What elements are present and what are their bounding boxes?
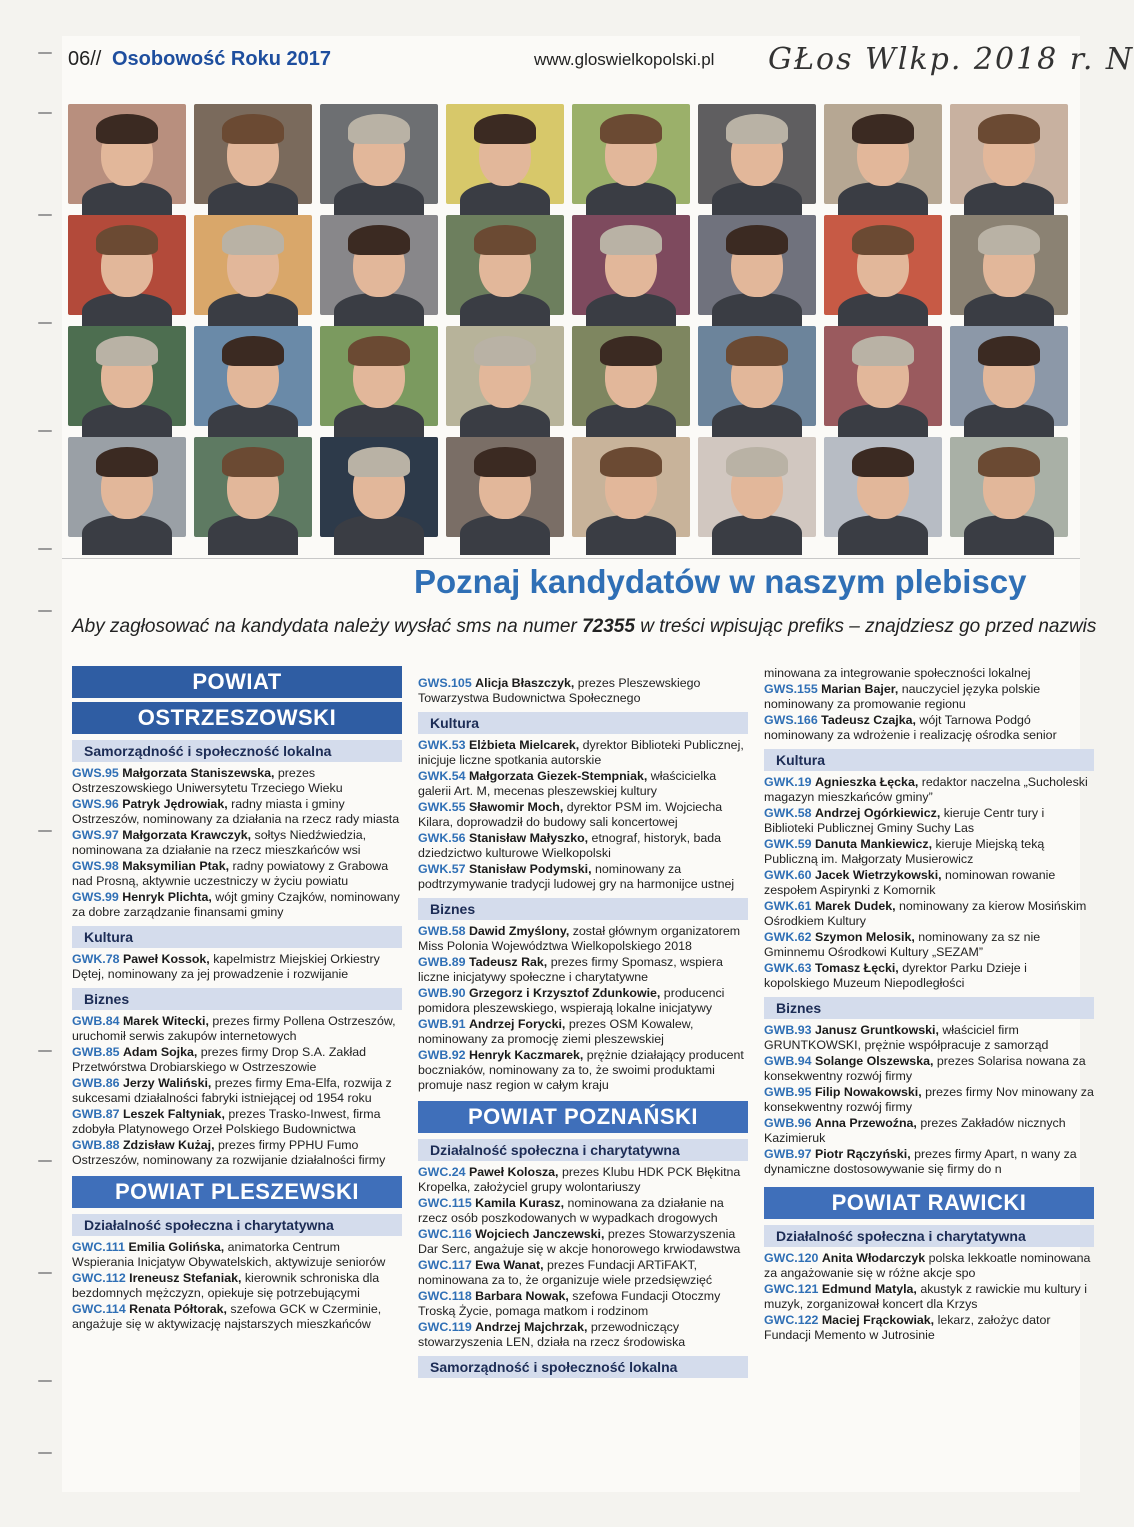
page-number: 06//: [68, 48, 102, 70]
candidate-entry: [764, 899, 1094, 929]
divider: [62, 558, 1080, 559]
candidate-desc: prezes Solarisa nowana za konsekwentny rozwój firmy: [764, 1054, 1086, 1083]
candidate-entry: [418, 862, 748, 892]
candidate-desc: szefowa GCK w Czerminie, angażuje się w aktywizację najstarszych mieszkańców: [72, 1302, 382, 1331]
candidate-photo: [68, 326, 186, 426]
candidate-entry: [72, 766, 402, 796]
candidate-photo: [446, 104, 564, 204]
candidate-name: Małgorzata Giezek-Stempniak,: [468, 769, 648, 783]
candidate-name: Leszek Faltyniak,: [122, 1107, 225, 1121]
newspaper-page: [62, 36, 1134, 1492]
candidate-code: GWC.118: [418, 1289, 472, 1303]
candidate-code: GWS.98: [72, 859, 119, 873]
candidate-entry: [764, 1147, 1094, 1177]
candidate-entry: [72, 890, 402, 920]
candidate-code: GWB.84: [72, 1014, 120, 1028]
candidate-code: GWB.96: [764, 1116, 812, 1130]
candidate-name: Janusz Gruntkowski,: [814, 1023, 939, 1037]
candidate-entry: [418, 1196, 748, 1226]
candidate-code: GWS.96: [72, 797, 119, 811]
candidate-desc: prezes Klubu HDK PCK Błękitna Kropelka, założyciel grupy wolontariuszy: [418, 1165, 741, 1194]
candidate-name: Henryk Kaczmarek,: [468, 1048, 584, 1062]
column-2: [418, 676, 748, 1382]
candidate-name: Anna Przewoźna,: [814, 1116, 917, 1130]
candidate-name: Paweł Kossok,: [122, 952, 210, 966]
candidate-desc: prezes firmy Spomasz, wspiera liczne inicjatywy społeczne i charytatywne: [418, 955, 723, 984]
candidate-code: GWB.90: [418, 986, 466, 1000]
candidate-entry: [72, 1240, 402, 1270]
candidate-name: Piotr Rączyński,: [814, 1147, 911, 1161]
candidate-name: Zdzisław Kużaj,: [122, 1138, 215, 1152]
candidate-desc: kierownik schroniska dla bezdomnych mężczyzn, opiekuje się potrzebującymi: [72, 1271, 380, 1300]
candidate-entry: [72, 828, 402, 858]
candidate-desc: animatorka Centrum Wspierania Inicjatyw Obywatelskich, aktywizuje seniorów: [72, 1240, 386, 1269]
candidate-desc: prężnie działający producent boczniaków, nominowany za to, że swoimi produktami promuje nasz region w całym kraju: [418, 1048, 744, 1092]
candidate-photo: [194, 326, 312, 426]
candidate-desc: nominowany za kierow Mosińskim Ośrodkiem Kultury: [764, 899, 1087, 928]
candidate-desc: kieruje Centr tury i Biblioteki Publicznej Gminy Suchy Las: [764, 806, 1045, 835]
candidate-desc: właściciel firm GRUNTKOWSKI, prężnie współpracuje z samorząd: [764, 1023, 1049, 1052]
sms-number: 72355: [582, 616, 635, 637]
candidate-photo: [572, 326, 690, 426]
candidate-code: GWB.87: [72, 1107, 120, 1121]
candidate-name: Jerzy Waliński,: [122, 1076, 212, 1090]
category-header: Kultura: [764, 749, 1094, 771]
candidate-name: Sławomir Moch,: [468, 800, 564, 814]
candidate-name: Paweł Kolosza,: [468, 1165, 559, 1179]
category-header: Biznes: [764, 997, 1094, 1019]
candidate-name: Maciej Frąckowiak,: [821, 1313, 935, 1327]
candidate-name: Alicja Błaszczyk,: [475, 676, 575, 690]
candidate-photo: [68, 437, 186, 537]
column-1: [72, 662, 402, 1333]
candidate-name: Ewa Wanat,: [475, 1258, 544, 1272]
candidate-entry: [418, 831, 748, 861]
candidate-code: GWC.115: [418, 1196, 472, 1210]
candidate-entry: [764, 775, 1094, 805]
candidate-code: GWC.121: [764, 1282, 819, 1296]
candidate-entry: [764, 1023, 1094, 1053]
candidate-name: Renata Półtorak,: [129, 1302, 227, 1316]
candidate-code: GWB.97: [764, 1147, 812, 1161]
candidate-entry: [72, 952, 402, 982]
candidate-code: GWC.117: [418, 1258, 472, 1272]
candidate-desc: prezes firmy PPHU Fumo Ostrzeszów, nominowany za rozwijanie działalności firmy: [72, 1138, 386, 1167]
candidate-desc: prezes firmy Pollena Ostrzeszów, uruchomił serwis zakupów internetowych: [72, 1014, 396, 1043]
candidate-desc: właścicielka galerii Art. M, mecenas pleszewskiej kultury: [418, 769, 717, 798]
candidate-name: Marian Bajer,: [821, 682, 899, 696]
website-url: www.gloswielkopolski.pl: [534, 50, 715, 69]
candidate-photo: [950, 215, 1068, 315]
candidate-code: GWB.85: [72, 1045, 120, 1059]
candidate-photo: [698, 215, 816, 315]
candidate-name: Stanisław Małyszko,: [468, 831, 589, 845]
powiat-banner: POWIAT: [72, 666, 402, 698]
candidate-name: Marek Dudek,: [814, 899, 896, 913]
category-header: Biznes: [418, 898, 748, 920]
candidate-code: GWB.88: [72, 1138, 120, 1152]
candidate-photo: [572, 215, 690, 315]
candidate-desc: prezes firmy Nov minowany za konsekwentny rozwój firmy: [764, 1085, 1094, 1114]
category-header: Działalność społeczna i charytatywna: [72, 1214, 402, 1236]
candidate-name: Tadeusz Rak,: [468, 955, 548, 969]
column-3: [764, 666, 1094, 1344]
powiat-banner: OSTRZESZOWSKI: [72, 702, 402, 734]
candidate-entry: [72, 1302, 402, 1332]
candidate-desc: prezes firmy Ema-Elfa, rozwija z sukcesami działalności fabryki istniejącej od 1954 roku: [72, 1076, 392, 1105]
candidate-code: GWS.95: [72, 766, 119, 780]
candidate-desc: polska lekkoatle nominowana za angażowanie się w różne akcje spo: [764, 1251, 1091, 1280]
category-header: Biznes: [72, 988, 402, 1010]
candidate-desc: prezes OSM Kowalew, nominowany za promocję ziemi pleszewskiej: [418, 1017, 694, 1046]
candidate-code: GWC.114: [72, 1302, 126, 1316]
candidate-entry: [418, 955, 748, 985]
candidate-desc: prezes Pleszewskiego Towarzystwa Budownictwa Społecznego: [418, 676, 701, 705]
handwritten-note: GŁos Wlkp. 2018 r. N: [768, 42, 1134, 77]
candidate-code: GWB.91: [418, 1017, 466, 1031]
candidate-entry: [418, 738, 748, 768]
candidate-desc: przewodniczący stowarzyszenia LEN, działa na rzecz środowiska: [418, 1320, 686, 1349]
category-header: Działalność społeczna i charytatywna: [764, 1225, 1094, 1247]
candidate-name: Maksymilian Ptak,: [122, 859, 230, 873]
candidate-entry: [72, 1138, 402, 1168]
candidate-entry: [764, 1282, 1094, 1312]
candidate-name: Anita Włodarczyk: [821, 1251, 926, 1265]
candidate-entry: [764, 1054, 1094, 1084]
candidate-photo: [824, 437, 942, 537]
voting-instruction: Aby zagłosować na kandydata należy wysłać sms na numer 72355 w treści wpisując prefiks – znajdziesz go przed nazwis: [72, 616, 1097, 637]
candidate-photo: [950, 104, 1068, 204]
candidate-photo: [194, 104, 312, 204]
candidate-entry: [72, 797, 402, 827]
candidate-code: GWK.61: [764, 899, 812, 913]
candidate-entry: [418, 986, 748, 1016]
candidate-entry: [418, 1320, 748, 1350]
candidate-code: GWK.53: [418, 738, 466, 752]
candidate-photo: [572, 104, 690, 204]
candidate-code: GWC.112: [72, 1271, 126, 1285]
candidate-desc: nominowany za podtrzymywanie tradycji ludowej gry na harmonijce ustnej: [418, 862, 735, 891]
candidate-photo: [698, 326, 816, 426]
candidate-code: GWC.122: [764, 1313, 819, 1327]
candidate-entry: [418, 1258, 748, 1288]
candidate-code: GWK.78: [72, 952, 120, 966]
candidate-desc: radny powiatowy z Grabowa nad Prosną, aktywnie uczestniczy w życiu powiatu: [72, 859, 389, 888]
candidate-photo: [194, 437, 312, 537]
candidate-code: GWS.105: [418, 676, 472, 690]
candidate-name: Małgorzata Krawczyk,: [122, 828, 252, 842]
candidate-entry: [764, 1313, 1094, 1343]
candidate-code: GWC.119: [418, 1320, 472, 1334]
candidate-photo: [824, 326, 942, 426]
candidate-code: GWB.89: [418, 955, 466, 969]
candidate-code: GWS.155: [764, 682, 818, 696]
candidate-desc: nauczyciel języka polskie nominowany za promowanie regionu: [764, 682, 1041, 711]
candidate-name: Barbara Nowak,: [475, 1289, 569, 1303]
candidate-name: Andrzej Forycki,: [468, 1017, 566, 1031]
section-title: Osobowość Roku 2017: [112, 48, 331, 70]
candidate-code: GWC.111: [72, 1240, 126, 1254]
candidate-desc: dyrektor Biblioteki Publicznej, inicjuje liczne spotkania autorskie: [418, 738, 744, 767]
candidate-entry: [72, 1045, 402, 1075]
candidate-entry: [72, 1271, 402, 1301]
candidate-name: Agnieszka Łęcka,: [814, 775, 919, 789]
candidate-name: Andrzej Majchrzak,: [475, 1320, 588, 1334]
candidate-code: GWK.56: [418, 831, 466, 845]
candidate-entry: [72, 859, 402, 889]
candidate-desc: szefowa Fundacji Otoczmy Troską Życie, pomaga matkom i rodzinom: [418, 1289, 721, 1318]
powiat-banner: POWIAT RAWICKI: [764, 1187, 1094, 1219]
candidate-photo: [824, 215, 942, 315]
candidate-photo: [68, 104, 186, 204]
candidate-photo: [320, 326, 438, 426]
candidate-photo: [320, 104, 438, 204]
candidate-desc: nominowan rowanie zespołem Aspirynki z Komornik: [764, 868, 1056, 897]
candidate-code: GWC.120: [764, 1251, 819, 1265]
candidate-photo: [194, 215, 312, 315]
candidate-desc: prezes firmy Drop S.A. Zakład Przetwórstwa Drobiarskiego w Ostrzeszowie: [72, 1045, 367, 1074]
candidate-name: Henryk Plichta,: [122, 890, 212, 904]
candidate-code: GWS.99: [72, 890, 119, 904]
candidate-desc: dyrektor Parku Dzieje i kopolskiego Muzeum Niepodległości: [764, 961, 1027, 990]
candidate-photo: [446, 326, 564, 426]
candidate-photo: [698, 104, 816, 204]
candidate-photo: [698, 437, 816, 537]
candidate-desc: sołtys Niedźwiedzia, nominowana za działanie na rzecz mieszkańców wsi: [72, 828, 367, 857]
candidate-photo: [950, 326, 1068, 426]
candidate-desc: został głównym organizatorem Miss Polonia Województwa Wielkopolskiego 2018: [418, 924, 741, 953]
category-header: Samorządność i społeczność lokalna: [72, 740, 402, 762]
candidate-name: Kamila Kurasz,: [475, 1196, 565, 1210]
candidate-entry: [72, 1076, 402, 1106]
candidate-desc: prezes Trasko-Inwest, firma zdobyła Platynowego Orzeł Polskiego Budownictwa: [72, 1107, 381, 1136]
candidate-name: Szymon Melosik,: [814, 930, 915, 944]
candidate-code: GWK.59: [764, 837, 812, 851]
category-header: Działalność społeczna i charytatywna: [418, 1139, 748, 1161]
candidate-desc: akustyk z rawickie mu kultury i muzyk, zorganizował koncert dla Krzys: [764, 1282, 1087, 1311]
candidate-entry: [418, 800, 748, 830]
candidate-entry: [764, 682, 1094, 712]
candidate-desc: producenci pomidora pleszewskiego, wspierają lokalne inicjatywy: [418, 986, 725, 1015]
candidate-entry: [764, 1116, 1094, 1146]
candidate-entry: [72, 1107, 402, 1137]
candidate-entry: [764, 806, 1094, 836]
candidate-photo: [446, 437, 564, 537]
candidate-entry: [764, 1085, 1094, 1115]
candidate-name: Marek Witecki,: [122, 1014, 209, 1028]
candidate-entry: [764, 713, 1094, 743]
candidate-name: Elżbieta Mielcarek,: [468, 738, 580, 752]
candidate-code: GWK.63: [764, 961, 812, 975]
category-header: Samorządność i społeczność lokalna: [418, 1356, 748, 1378]
candidate-name: Grzegorz i Krzysztof Zdunkowie,: [468, 986, 661, 1000]
candidate-name: Andrzej Ogórkiewicz,: [814, 806, 941, 820]
candidate-name: Solange Olszewska,: [814, 1054, 934, 1068]
candidate-entry: [418, 1227, 748, 1257]
candidate-photo: [446, 215, 564, 315]
page-header: [68, 42, 1134, 77]
candidate-code: GWK.54: [418, 769, 466, 783]
candidate-code: GWB.95: [764, 1085, 812, 1099]
candidate-entry: [418, 924, 748, 954]
candidate-desc: prezes Zakładów nicznych Kazimieruk: [764, 1116, 1066, 1145]
candidate-code: GWS.97: [72, 828, 119, 842]
candidate-entry: [418, 1289, 748, 1319]
candidate-name: Adam Sojka,: [122, 1045, 198, 1059]
candidate-entry: [418, 1048, 748, 1093]
candidate-code: GWK.55: [418, 800, 466, 814]
candidate-name: Tomasz Łęcki,: [814, 961, 899, 975]
candidate-desc: prezes Ostrzeszowskiego Uniwersytetu Trzeciego Wieku: [72, 766, 343, 795]
category-header: Kultura: [72, 926, 402, 948]
candidate-code: GWB.86: [72, 1076, 120, 1090]
candidate-desc: kieruje Miejską teką Publiczną im. Małgorzaty Musierowicz: [764, 837, 1045, 866]
candidate-photo: [950, 437, 1068, 537]
candidate-photo: [68, 215, 186, 315]
candidate-desc: nominowany za sz nie Gminnemu Ośrodkowi Kultury „SEZAM”: [764, 930, 1041, 959]
candidate-entry: [764, 837, 1094, 867]
candidate-entry: [418, 769, 748, 799]
category-header: Kultura: [418, 712, 748, 734]
entry-continuation: minowana za integrowanie społeczności lokalnej: [764, 666, 1031, 680]
candidate-desc: etnograf, historyk, bada dziedzictwo kulturowe Wielkopolski: [418, 831, 722, 860]
candidate-name: Jacek Wietrzykowski,: [814, 868, 942, 882]
candidate-desc: dyrektor PSM im. Wojciecha Kilara, doprowadził do budowy sali koncertowej: [418, 800, 723, 829]
candidate-name: Wojciech Janczewski,: [475, 1227, 605, 1241]
candidate-name: Danuta Mankiewicz,: [814, 837, 933, 851]
candidate-name: Filip Nowakowski,: [814, 1085, 922, 1099]
candidate-desc: redaktor naczelna „Sucholeski magazyn mieszkańców gminy”: [764, 775, 1088, 804]
candidate-entry: [418, 676, 748, 706]
candidate-name: Patryk Jędrowiak,: [122, 797, 228, 811]
candidate-desc: prezes Stowarzyszenia Dar Serc, angażuje się w akcje honorowego krwiodawstwa: [418, 1227, 741, 1256]
candidate-code: GWB.93: [764, 1023, 812, 1037]
candidate-name: Emilia Golińska,: [128, 1240, 225, 1254]
candidate-code: GWK.62: [764, 930, 812, 944]
candidate-desc: lekarz, założyc dator Fundacji Memento w Jutrosinie: [764, 1313, 1051, 1342]
candidate-photo-grid: [68, 104, 1108, 544]
candidate-code: GWK.58: [764, 806, 812, 820]
candidate-entry: [764, 930, 1094, 960]
candidate-desc: nominowana za działanie na rzecz osób poszkodowanych w wypadkach drogowych: [418, 1196, 724, 1225]
candidate-desc: prezes Fundacji ARTiFAKT, nominowana za to, że organizuje wiele przedsięwzięć: [418, 1258, 713, 1287]
candidate-code: GWB.94: [764, 1054, 812, 1068]
candidate-name: Edmund Matyla,: [821, 1282, 917, 1296]
candidate-code: GWB.92: [418, 1048, 466, 1062]
candidate-desc: wójt Tarnowa Podgó nominowany za wdrożenie i realizację ośrodka senior: [764, 713, 1057, 742]
candidate-desc: kapelmistrz Miejskiej Orkiestry Dętej, nominowany za jej prowadzenie i rozwijanie: [72, 952, 380, 981]
candidate-code: GWK.57: [418, 862, 466, 876]
candidate-desc: radny miasta i gminy Ostrzeszów, nominowany za działania na rzecz rady miasta: [72, 797, 400, 826]
candidate-desc: wójt gminy Czajków, nominowany za dobre zarządzanie finansami gminy: [72, 890, 400, 919]
binder-holes: [0, 0, 60, 1527]
candidate-entry: [418, 1017, 748, 1047]
candidate-code: GWS.166: [764, 713, 818, 727]
candidate-code: GWC.24: [418, 1165, 466, 1179]
candidate-entry: [418, 1165, 748, 1195]
candidate-entry: [764, 961, 1094, 991]
candidate-code: GWK.19: [764, 775, 812, 789]
candidate-name: Stanisław Podymski,: [468, 862, 592, 876]
candidate-photo: [320, 437, 438, 537]
candidate-name: Tadeusz Czajka,: [821, 713, 916, 727]
candidate-code: GWB.58: [418, 924, 466, 938]
powiat-banner: POWIAT POZNAŃSKI: [418, 1101, 748, 1133]
candidate-entry: [764, 868, 1094, 898]
candidate-photo: [572, 437, 690, 537]
candidate-entry: [72, 1014, 402, 1044]
candidate-code: GWC.116: [418, 1227, 472, 1241]
candidate-photo: [824, 104, 942, 204]
candidate-photo: [320, 215, 438, 315]
candidate-entry: [764, 1251, 1094, 1281]
headline: Poznaj kandydatów w naszym plebiscy: [414, 563, 1027, 600]
candidate-code: GWK.60: [764, 868, 812, 882]
candidate-name: Dawid Zmyślony,: [468, 924, 570, 938]
powiat-banner: POWIAT PLESZEWSKI: [72, 1176, 402, 1208]
candidate-name: Ireneusz Stefaniak,: [129, 1271, 242, 1285]
candidate-name: Małgorzata Staniszewska,: [122, 766, 275, 780]
candidate-desc: prezes firmy Apart, n wany za dynamiczne dostosowywanie się firmy do n: [764, 1147, 1077, 1176]
